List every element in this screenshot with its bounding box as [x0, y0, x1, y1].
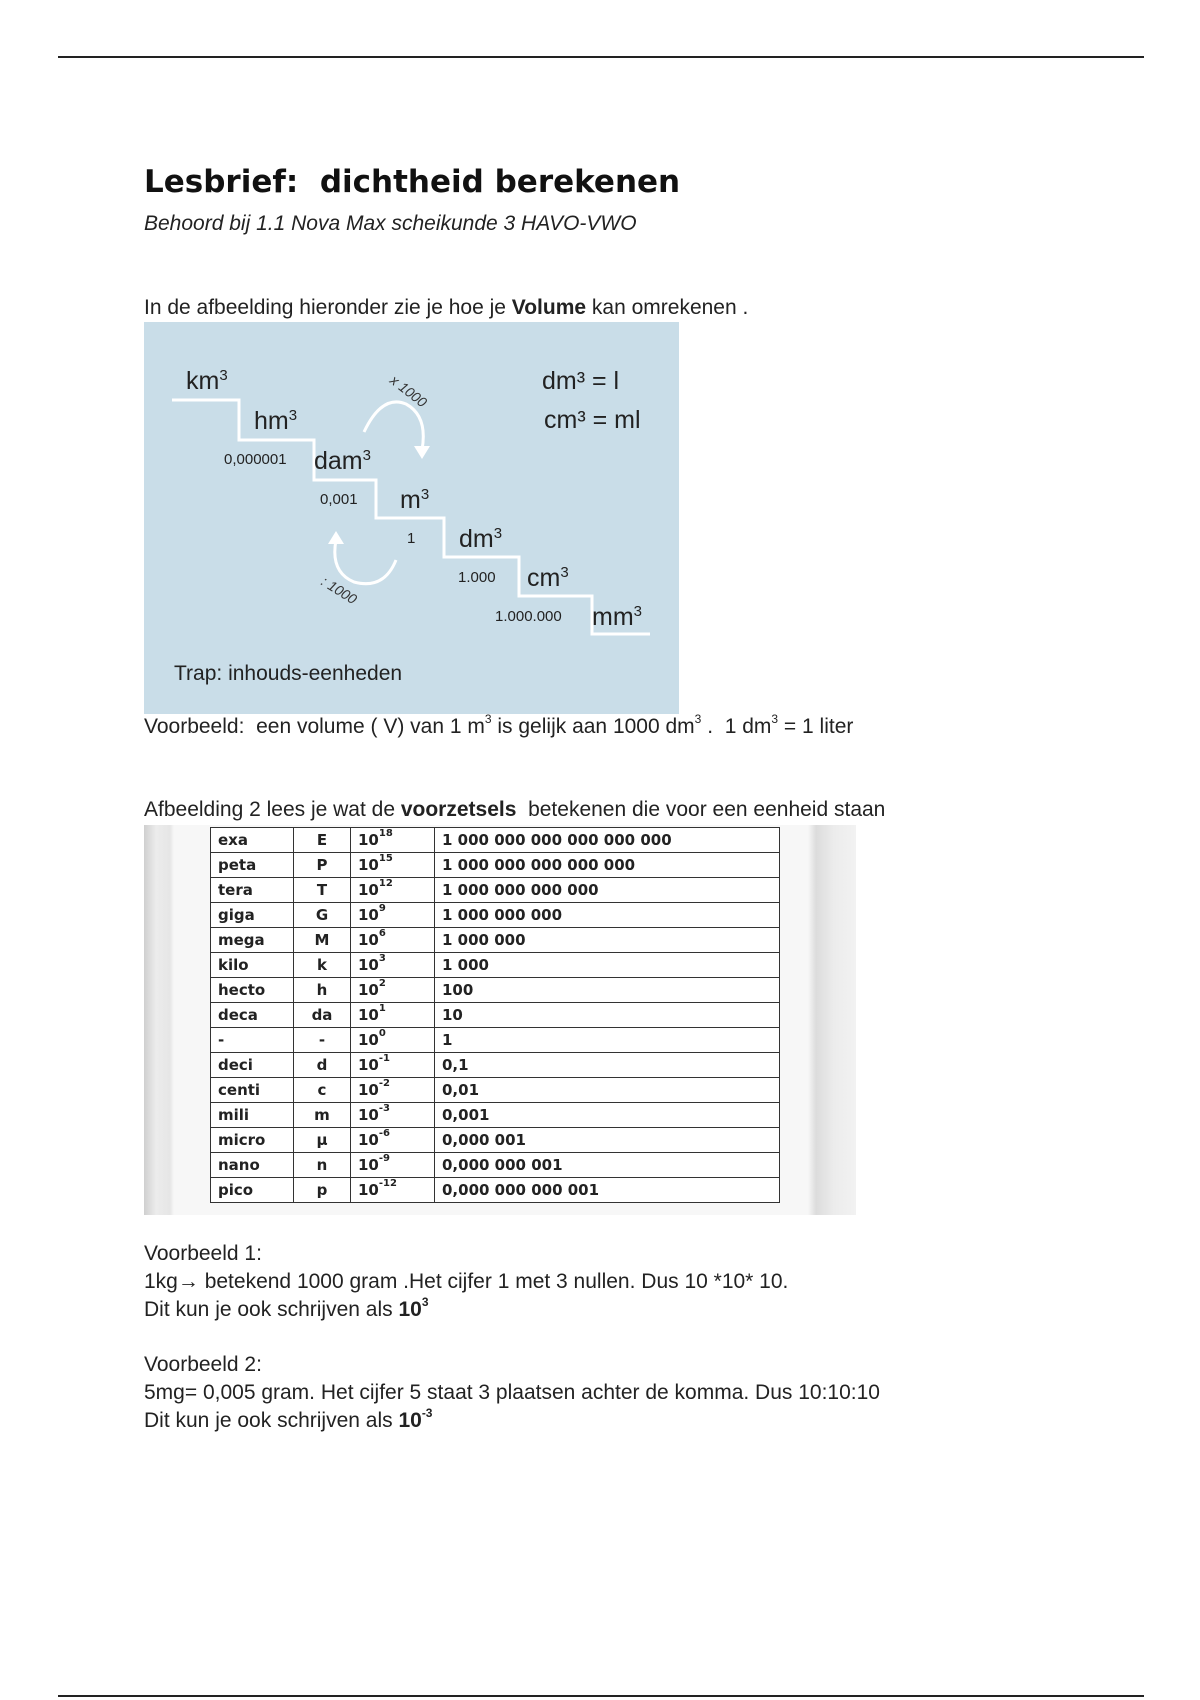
power-base: 10	[358, 831, 379, 849]
prefix-power	[351, 1053, 435, 1078]
table-row	[211, 978, 780, 1003]
prefix-name: exa	[211, 828, 294, 853]
example1-heading: Voorbeeld 1:	[144, 1242, 262, 1265]
divide-arrowhead-icon	[328, 531, 344, 544]
power-base: 10	[358, 1131, 379, 1149]
prefix-intro-bold: voorzetsels	[400, 798, 517, 821]
power-exponent: 1	[378, 1003, 386, 1014]
prefix-name: giga	[211, 903, 294, 928]
prefix-power	[351, 878, 435, 903]
factor-cm3: 1.000.000	[495, 608, 562, 625]
example1-power-exp: 3	[421, 1295, 429, 1309]
volume-example-text-4: = 1 liter	[778, 715, 854, 738]
multiply-label: x 1000	[387, 371, 431, 411]
unit-km3: $km^3$	[186, 367, 228, 395]
table-row	[211, 1028, 780, 1053]
staircase-drawing	[144, 322, 679, 714]
table-row	[211, 1178, 780, 1203]
prefix-intro-text-after: betekenen die voor een eenheid staan	[516, 798, 886, 821]
multiply-arrowhead-icon	[414, 446, 430, 459]
example2-line1: 5mg= 0,005 gram. Het cijfer 5 staat 3 plaatsen achter de komma. Dus 10:10:10	[144, 1381, 880, 1404]
power-base: 10	[358, 1106, 379, 1124]
volume-example-text-2: is gelijk aan 1000 dm	[491, 715, 695, 738]
power-exponent: 9	[378, 903, 386, 914]
unit-m3: $m^3$	[400, 486, 430, 514]
prefix-symbol: d	[294, 1053, 351, 1078]
prefix-power	[351, 1103, 435, 1128]
prefix-power	[351, 828, 435, 853]
prefix-symbol: m	[294, 1103, 351, 1128]
prefix-name: kilo	[211, 953, 294, 978]
power-base: 10	[358, 906, 379, 924]
power-exponent: 15	[378, 853, 393, 864]
example2-line2-text: Dit kun je ook schrijven als	[144, 1409, 399, 1432]
table-row	[211, 1103, 780, 1128]
prefix-power	[351, 1028, 435, 1053]
unit-cm3: $cm^3$	[527, 564, 569, 592]
prefix-symbol: G	[294, 903, 351, 928]
prefix-name: nano	[211, 1153, 294, 1178]
power-exponent: 0	[378, 1028, 386, 1039]
prefix-name: micro	[211, 1128, 294, 1153]
power-base: 10	[358, 881, 379, 899]
power-base: 10	[358, 956, 379, 974]
prefix-symbol: E	[294, 828, 351, 853]
prefix-power	[351, 978, 435, 1003]
volume-example-sup-1: 3	[484, 712, 492, 726]
prefix-symbol: µ	[294, 1128, 351, 1153]
factor-dam3: 0,001	[320, 491, 358, 508]
prefix-power	[351, 928, 435, 953]
prefix-power	[351, 853, 435, 878]
prefix-symbol: M	[294, 928, 351, 953]
prefix-table	[210, 827, 780, 1203]
prefix-symbol: c	[294, 1078, 351, 1103]
table-row	[211, 853, 780, 878]
prefix-decimal: 1 000 000 000 000	[435, 878, 780, 903]
prefix-power	[351, 903, 435, 928]
prefix-decimal: 0,1	[435, 1053, 780, 1078]
example1-line1	[144, 1270, 788, 1294]
power-exponent: 12	[378, 878, 393, 889]
prefix-symbol: h	[294, 978, 351, 1003]
document-title: Lesbrief: dichtheid berekenen	[144, 164, 681, 200]
prefix-decimal: 0,000 000 001	[435, 1153, 780, 1178]
prefix-power	[351, 1003, 435, 1028]
unit-dm3: $dm^3$	[459, 525, 503, 553]
volume-example-sup-3: 3	[771, 712, 779, 726]
factor-hm3: 0,000001	[224, 451, 287, 468]
top-rule	[58, 56, 1144, 58]
prefix-decimal: 1 000 000 000 000 000	[435, 853, 780, 878]
prefix-power	[351, 1078, 435, 1103]
table-row	[211, 953, 780, 978]
power-base: 10	[358, 1181, 379, 1199]
prefix-symbol: T	[294, 878, 351, 903]
prefix-name: -	[211, 1028, 294, 1053]
power-base: 10	[358, 931, 379, 949]
document-subtitle: Behoord bij 1.1 Nova Max scheikunde 3 HAVO-VWO	[144, 212, 637, 235]
example1-line2	[144, 1295, 429, 1322]
power-exponent: -1	[378, 1053, 390, 1064]
prefix-symbol: da	[294, 1003, 351, 1028]
example1-line2-text: Dit kun je ook schrijven als	[144, 1298, 399, 1321]
factor-m3: 1	[407, 530, 416, 547]
prefix-table-figure	[144, 825, 856, 1215]
prefix-name: deca	[211, 1003, 294, 1028]
power-base: 10	[358, 1006, 379, 1024]
prefix-decimal: 0,000 001	[435, 1128, 780, 1153]
prefix-decimal: 0,001	[435, 1103, 780, 1128]
prefix-decimal: 1 000	[435, 953, 780, 978]
prefix-intro-paragraph	[144, 798, 885, 822]
factor-dm3: 1.000	[458, 569, 496, 586]
prefix-decimal: 1 000 000	[435, 928, 780, 953]
equation-dm3-liter: dm³ = l	[542, 367, 620, 395]
prefix-symbol: k	[294, 953, 351, 978]
table-row	[211, 928, 780, 953]
example1-line1-start: 1kg	[144, 1270, 178, 1293]
intro-text-after: kan omrekenen .	[586, 296, 749, 319]
prefix-name: pico	[211, 1178, 294, 1203]
prefix-symbol: n	[294, 1153, 351, 1178]
prefix-symbol: P	[294, 853, 351, 878]
prefix-name: hecto	[211, 978, 294, 1003]
prefix-decimal: 0,000 000 000 001	[435, 1178, 780, 1203]
power-exponent: 18	[378, 828, 393, 839]
volume-example-paragraph	[144, 712, 854, 739]
prefix-name: tera	[211, 878, 294, 903]
prefix-symbol: p	[294, 1178, 351, 1203]
figure-caption: Trap: inhouds-eenheden	[174, 662, 403, 685]
table-row	[211, 1128, 780, 1153]
power-base: 10	[358, 1156, 379, 1174]
prefix-power	[351, 1128, 435, 1153]
power-base: 10	[358, 981, 379, 999]
prefix-intro-text-before: Afbeelding 2 lees je wat de	[144, 798, 401, 821]
table-row	[211, 1003, 780, 1028]
power-exponent: -3	[378, 1103, 390, 1114]
example1-power-base: 10	[398, 1298, 422, 1321]
prefix-decimal: 0,01	[435, 1078, 780, 1103]
prefix-table-body	[211, 828, 780, 1203]
volume-staircase-figure	[144, 322, 679, 714]
bottom-rule	[58, 1695, 1144, 1697]
prefix-decimal: 1	[435, 1028, 780, 1053]
intro-paragraph	[144, 296, 748, 320]
prefix-power	[351, 1178, 435, 1203]
right-arrow-icon: →	[177, 1270, 199, 1293]
table-row	[211, 903, 780, 928]
intro-bold: Volume	[511, 296, 587, 319]
power-exponent: 3	[378, 953, 386, 964]
volume-example-text-1: Voorbeeld: een volume ( V) van 1 m	[144, 715, 485, 738]
power-base: 10	[358, 856, 379, 874]
power-exponent: 2	[378, 978, 386, 989]
volume-example-sup-2: 3	[694, 712, 702, 726]
power-exponent: -6	[378, 1128, 390, 1139]
table-row	[211, 878, 780, 903]
power-exponent: -2	[378, 1078, 390, 1089]
example2-power-base: 10	[398, 1409, 422, 1432]
power-base: 10	[358, 1081, 379, 1099]
staircase-line	[172, 400, 650, 634]
multiply-arrow-icon	[364, 402, 423, 450]
divide-label: : 1000	[318, 572, 360, 608]
table-row	[211, 1078, 780, 1103]
example2-line2	[144, 1406, 433, 1433]
example2-power-exp: -3	[421, 1406, 433, 1420]
prefix-decimal: 100	[435, 978, 780, 1003]
power-exponent: -12	[378, 1178, 397, 1189]
prefix-name: deci	[211, 1053, 294, 1078]
prefix-decimal: 1 000 000 000	[435, 903, 780, 928]
prefix-name: mega	[211, 928, 294, 953]
prefix-name: peta	[211, 853, 294, 878]
table-row	[211, 1153, 780, 1178]
divide-arrow-icon	[335, 540, 396, 584]
prefix-power	[351, 953, 435, 978]
example1-line1-rest: betekend 1000 gram .Het cijfer 1 met 3 nullen. Dus 10 *10* 10.	[198, 1270, 789, 1293]
prefix-symbol: -	[294, 1028, 351, 1053]
table-row	[211, 1053, 780, 1078]
prefix-name: centi	[211, 1078, 294, 1103]
volume-example-text-3: . 1 dm	[701, 715, 772, 738]
prefix-decimal: 10	[435, 1003, 780, 1028]
example2-heading: Voorbeeld 2:	[144, 1353, 262, 1376]
unit-hm3: $hm^3$	[254, 407, 298, 435]
intro-text-before: In de afbeelding hieronder zie je hoe je	[144, 296, 512, 319]
prefix-name: mili	[211, 1103, 294, 1128]
prefix-decimal: 1 000 000 000 000 000 000	[435, 828, 780, 853]
power-base: 10	[358, 1056, 379, 1074]
table-row	[211, 828, 780, 853]
unit-dam3: dam$^3$	[314, 447, 371, 475]
equation-cm3-ml: cm³ = ml	[544, 406, 641, 434]
power-base: 10	[358, 1031, 379, 1049]
unit-mm3: $mm^3$	[592, 603, 642, 631]
power-exponent: -9	[378, 1153, 390, 1164]
prefix-power	[351, 1153, 435, 1178]
power-exponent: 6	[378, 928, 386, 939]
